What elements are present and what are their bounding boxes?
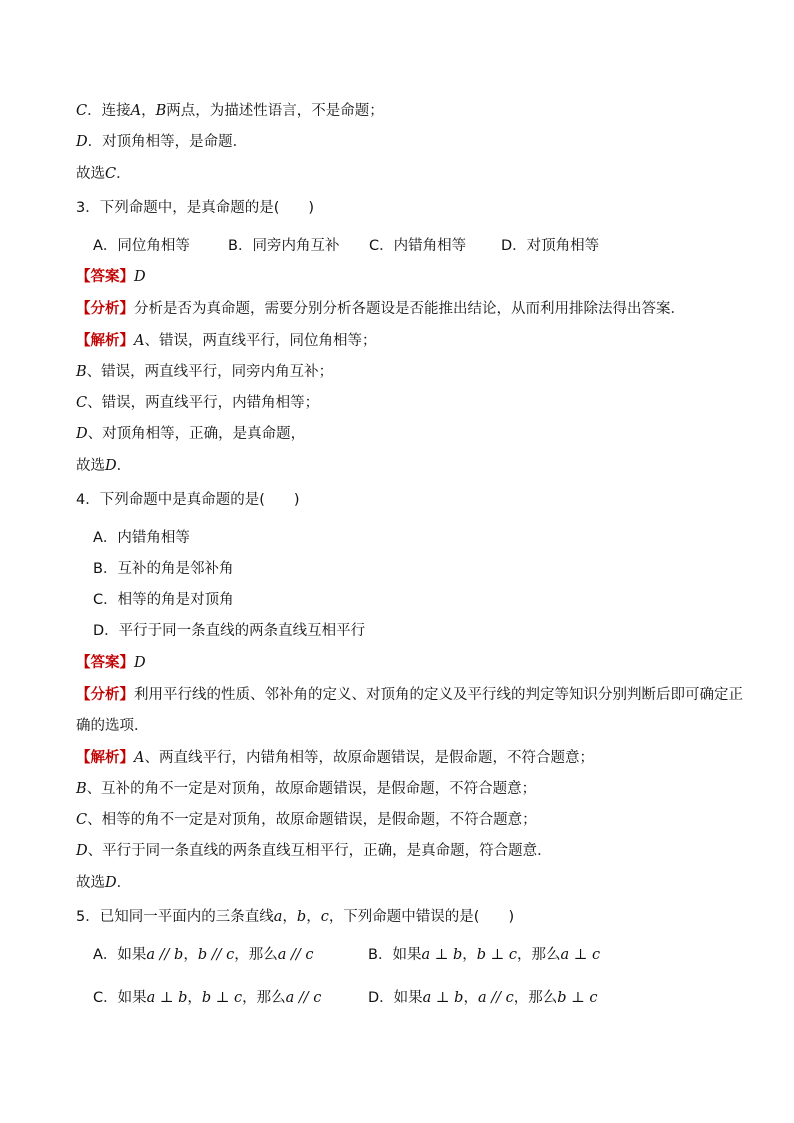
line-end: ．	[116, 166, 131, 182]
var-b: b	[296, 909, 307, 925]
solution-text: 、相等的角不一定是对顶角，故原命题错误，是假命题，不符合题意；	[87, 812, 537, 828]
q3-solution-c	[76, 393, 319, 413]
q4-option-b: B．互补的角是邻补角	[93, 561, 234, 577]
math-expr: b ⊥ c	[201, 990, 243, 1006]
choose-letter: C	[105, 166, 117, 182]
choose-letter: D	[105, 875, 117, 891]
q4-stem: 4．下列命题中是真命题的是( )	[76, 492, 300, 508]
stem-text: 5．已知同一平面内的三条直线	[76, 909, 274, 925]
q5-option-d	[368, 988, 597, 1008]
option-letter: B	[76, 781, 87, 797]
separator: ，	[187, 990, 202, 1006]
option-letter: A	[134, 750, 145, 766]
math-expr: a // c	[285, 990, 322, 1006]
q4-choose	[76, 873, 131, 893]
option-text: ，那么	[517, 947, 561, 963]
q4-analysis	[76, 685, 743, 705]
option-text: A．如果	[93, 947, 147, 963]
option-letter: D	[76, 843, 88, 859]
q4-option-a: A．内错角相等	[93, 530, 190, 546]
q3-solution-a	[76, 331, 376, 351]
option-letter: B	[76, 364, 87, 380]
math-expr: a // b	[146, 947, 184, 963]
analysis-text: 利用平行线的性质、邻补角的定义、对顶角的定义及平行线的判定等知识分别判断后即可确定正	[134, 687, 743, 703]
q3-choose	[76, 456, 131, 476]
q3-option-d: D．对顶角相等	[501, 238, 600, 254]
separator: ，	[306, 909, 321, 925]
var-a: a	[273, 909, 283, 925]
solution-text: 、错误，两直线平行，同位角相等；	[144, 333, 377, 349]
math-expr: a ⊥ b	[422, 990, 464, 1006]
answer-value: D	[134, 269, 146, 285]
var-c: c	[320, 909, 329, 925]
math-expr: a ⊥ b	[421, 947, 463, 963]
choose-label: 故选	[76, 458, 105, 474]
option-letter: D	[76, 426, 88, 442]
option-text: C．如果	[93, 990, 147, 1006]
q5-option-a	[93, 945, 314, 965]
option-text: ，那么	[242, 990, 286, 1006]
q3-option-b: B．同旁内角互补	[228, 238, 340, 254]
answer-tag: 【答案】	[76, 269, 134, 285]
math-expr: a ⊥ c	[560, 947, 601, 963]
prev-choose-line	[76, 164, 131, 184]
q4-solution-b	[76, 779, 536, 799]
solution-text: 、错误，两直线平行，内错角相等；	[87, 395, 320, 411]
q3-stem: 3．下列命题中，是真命题的是( )	[76, 200, 315, 216]
separator: ，	[141, 103, 156, 119]
solution-text: 、对顶角相等，正确，是真命题，	[87, 426, 306, 442]
math-expr: b ⊥ c	[557, 990, 598, 1006]
solution-text: 、两直线平行，内错角相等，故原命题错误，是假命题，不符合题意；	[144, 750, 594, 766]
answer-value: D	[134, 655, 146, 671]
q4-answer	[76, 653, 146, 673]
option-text: B．如果	[368, 947, 422, 963]
prev-solution-d	[76, 132, 247, 152]
math-expr: a // c	[277, 947, 314, 963]
choose-label: 故选	[76, 875, 105, 891]
solution-tag: 【解析】	[76, 750, 134, 766]
q3-option-a: A．同位角相等	[93, 238, 190, 254]
option-letter: A	[134, 333, 145, 349]
answer-tag: 【答案】	[76, 655, 134, 671]
q4-solution-c	[76, 810, 537, 830]
analysis-tag: 【分析】	[76, 687, 134, 703]
q4-solution-d	[76, 841, 552, 861]
option-letter: D	[76, 134, 88, 150]
option-letter: C	[76, 103, 88, 119]
separator: ，	[462, 947, 477, 963]
option-text: ，那么	[234, 947, 278, 963]
stem-text: ，下列命题中错误的是( )	[328, 909, 515, 925]
solution-text: 、错误，两直线平行，同旁内角互补；	[86, 364, 334, 380]
separator: ，	[183, 947, 198, 963]
q4-analysis-cont: 确的选项．	[76, 718, 149, 734]
q3-solution-d	[76, 424, 305, 444]
solution-text: 、平行于同一条直线的两条直线互相平行，正确，是真命题，符合题意．	[87, 843, 552, 859]
q5-option-b	[368, 945, 600, 965]
line-end: ．	[116, 875, 132, 891]
q4-solution-a	[76, 748, 594, 768]
choose-label: 故选	[76, 166, 105, 182]
q3-analysis	[76, 299, 685, 319]
q4-option-d: D．平行于同一条直线的两条直线互相平行	[93, 623, 366, 639]
solution-text: 、互补的角不一定是对顶角，故原命题错误，是假命题，不符合题意；	[86, 781, 537, 797]
q3-option-c: C．内错角相等	[369, 238, 467, 254]
q5-stem	[76, 907, 514, 927]
separator: ，	[463, 990, 478, 1006]
option-text: ，那么	[513, 990, 558, 1006]
option-letter: C	[76, 812, 88, 828]
option-text: D．如果	[368, 990, 423, 1006]
q5-option-c	[93, 988, 321, 1008]
analysis-text: 分析是否为真命题，需要分别分析各题设是否能推出结论，从而利用排除法得出答案．	[134, 301, 685, 317]
separator: ，	[282, 909, 297, 925]
point-a: A	[130, 103, 142, 119]
prev-solution-c	[76, 101, 384, 121]
q3-solution-b	[76, 362, 333, 382]
analysis-tag: 【分析】	[76, 301, 134, 317]
math-expr: b ⊥ c	[476, 947, 517, 963]
line-text: 两点，为描述性语言，不是命题；	[166, 103, 384, 119]
option-letter: C	[76, 395, 88, 411]
math-expr: a // c	[477, 990, 514, 1006]
q4-option-c: C．相等的角是对顶角	[93, 592, 234, 608]
choose-letter: D	[105, 458, 117, 474]
solution-tag: 【解析】	[76, 333, 134, 349]
q3-answer	[76, 267, 146, 287]
line-text: ．对顶角相等，是命题．	[87, 134, 248, 150]
point-b: B	[155, 103, 167, 119]
line-end: ．	[116, 458, 132, 474]
math-expr: a ⊥ b	[146, 990, 188, 1006]
math-expr: b // c	[197, 947, 235, 963]
line-text: ．连接	[87, 103, 131, 119]
